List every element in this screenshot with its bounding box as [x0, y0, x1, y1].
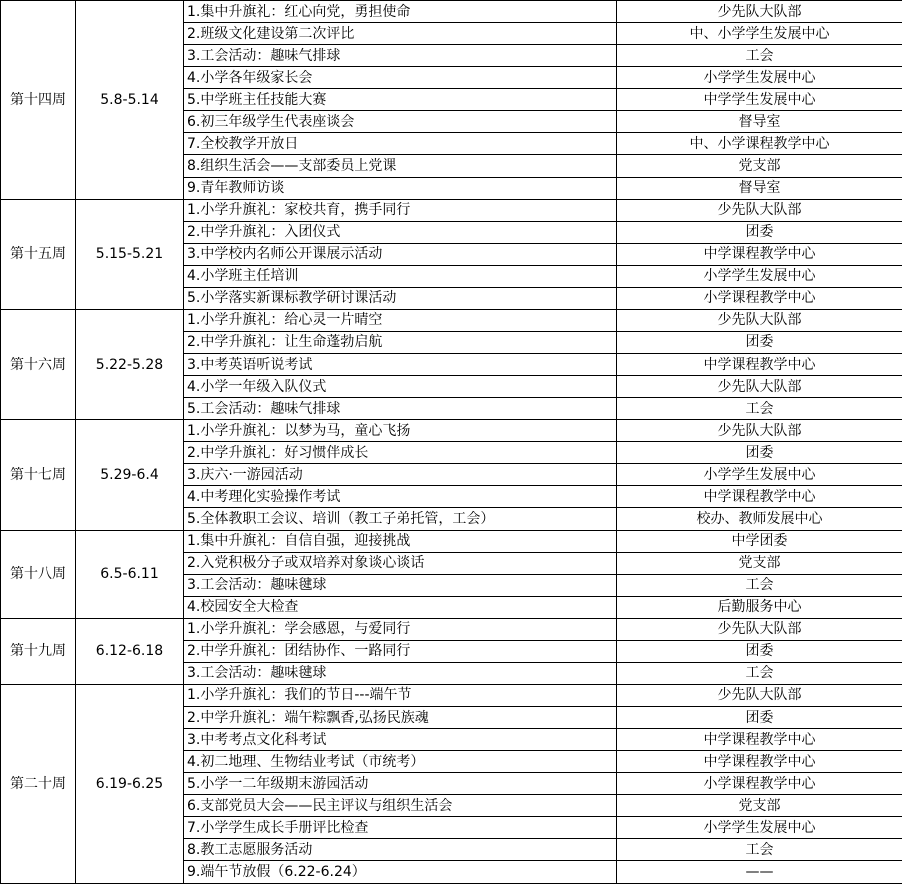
department-cell[interactable]: 团委 — [617, 442, 902, 464]
activity-cell[interactable]: 2.中学升旗礼：端午粽飘香,弘扬民族魂 — [184, 707, 617, 729]
date-range-cell[interactable]: 6.5-6.11 — [76, 530, 184, 618]
department-cell[interactable]: 小学学生发展中心 — [617, 464, 902, 486]
activity-cell[interactable]: 6.支部党员大会——民主评议与组织生活会 — [184, 795, 617, 817]
table-row — [1, 420, 902, 442]
activity-cell[interactable]: 1.小学升旗礼：以梦为马，童心飞扬 — [184, 420, 617, 442]
activity-cell[interactable]: 4.中考理化实验操作考试 — [184, 486, 617, 508]
activity-cell[interactable]: 2.入党积极分子或双培养对象谈心谈话 — [184, 552, 617, 574]
department-cell[interactable]: 中、小学学生发展中心 — [617, 23, 902, 45]
week-cell[interactable]: 第十七周 — [1, 420, 76, 530]
activity-cell[interactable]: 3.工会活动：趣味毽球 — [184, 662, 617, 684]
schedule-body — [1, 1, 902, 884]
department-cell[interactable]: 中学课程教学中心 — [617, 243, 902, 265]
week-cell[interactable]: 第十八周 — [1, 530, 76, 618]
department-cell[interactable]: 小学学生发展中心 — [617, 265, 902, 287]
week-cell[interactable]: 第十六周 — [1, 309, 76, 419]
department-cell[interactable]: 团委 — [617, 331, 902, 353]
table-row — [1, 199, 902, 221]
date-range-cell[interactable]: 6.12-6.18 — [76, 618, 184, 684]
activity-cell[interactable]: 7.小学学生成长手册评比检查 — [184, 817, 617, 839]
date-range-cell[interactable]: 5.15-5.21 — [76, 199, 184, 309]
department-cell[interactable]: 中学学生发展中心 — [617, 89, 902, 111]
activity-cell[interactable]: 1.集中升旗礼：自信自强，迎接挑战 — [184, 530, 617, 552]
department-cell[interactable]: 少先队大队部 — [617, 684, 902, 706]
activity-cell[interactable]: 4.初二地理、生物结业考试（市统考） — [184, 751, 617, 773]
department-cell[interactable]: 少先队大队部 — [617, 1, 902, 23]
department-cell[interactable]: 工会 — [617, 45, 902, 67]
activity-cell[interactable]: 3.工会活动：趣味气排球 — [184, 45, 617, 67]
department-cell[interactable]: 党支部 — [617, 155, 902, 177]
table-row — [1, 684, 902, 706]
department-cell[interactable]: 少先队大队部 — [617, 420, 902, 442]
activity-cell[interactable]: 2.中学升旗礼：团结协作、一路同行 — [184, 640, 617, 662]
department-cell[interactable]: 中学课程教学中心 — [617, 729, 902, 751]
activity-cell[interactable]: 3.中学校内名师公开课展示活动 — [184, 243, 617, 265]
week-cell[interactable]: 第十四周 — [1, 1, 76, 200]
department-cell[interactable]: 小学学生发展中心 — [617, 817, 902, 839]
activity-cell[interactable]: 4.校园安全大检查 — [184, 596, 617, 618]
week-cell[interactable]: 第二十周 — [1, 684, 76, 883]
table-row — [1, 530, 902, 552]
department-cell[interactable]: 小学课程教学中心 — [617, 773, 902, 795]
date-range-cell[interactable]: 6.19-6.25 — [76, 684, 184, 883]
date-range-cell[interactable]: 5.8-5.14 — [76, 1, 184, 200]
date-range-cell[interactable]: 5.22-5.28 — [76, 309, 184, 419]
department-cell[interactable]: 少先队大队部 — [617, 618, 902, 640]
department-cell[interactable]: 督导室 — [617, 177, 902, 199]
activity-cell[interactable]: 4.小学各年级家长会 — [184, 67, 617, 89]
department-cell[interactable]: 工会 — [617, 662, 902, 684]
activity-cell[interactable]: 3.中考英语听说考试 — [184, 354, 617, 376]
activity-cell[interactable]: 1.集中升旗礼：红心向党，勇担使命 — [184, 1, 617, 23]
department-cell[interactable]: 校办、教师发展中心 — [617, 508, 902, 530]
department-cell[interactable]: 团委 — [617, 221, 902, 243]
department-cell[interactable]: 团委 — [617, 640, 902, 662]
activity-cell[interactable]: 7.全校教学开放日 — [184, 133, 617, 155]
department-cell[interactable]: 督导室 — [617, 111, 902, 133]
department-cell[interactable]: 少先队大队部 — [617, 199, 902, 221]
activity-cell[interactable]: 5.小学落实新课标教学研讨课活动 — [184, 287, 617, 309]
department-cell[interactable]: 党支部 — [617, 795, 902, 817]
department-cell[interactable]: 中学课程教学中心 — [617, 354, 902, 376]
department-cell[interactable]: 工会 — [617, 398, 902, 420]
activity-cell[interactable]: 3.中考考点文化科考试 — [184, 729, 617, 751]
activity-cell[interactable]: 5.小学一二年级期末游园活动 — [184, 773, 617, 795]
department-cell[interactable]: 少先队大队部 — [617, 309, 902, 331]
department-cell[interactable]: 党支部 — [617, 552, 902, 574]
activity-cell[interactable]: 3.工会活动：趣味毽球 — [184, 574, 617, 596]
activity-cell[interactable]: 8.教工志愿服务活动 — [184, 839, 617, 861]
department-cell[interactable]: 小学学生发展中心 — [617, 67, 902, 89]
department-cell[interactable]: 工会 — [617, 839, 902, 861]
activity-cell[interactable]: 1.小学升旗礼：给心灵一片晴空 — [184, 309, 617, 331]
activity-cell[interactable]: 1.小学升旗礼：家校共育，携手同行 — [184, 199, 617, 221]
activity-cell[interactable]: 2.班级文化建设第二次评比 — [184, 23, 617, 45]
activity-cell[interactable]: 6.初三年级学生代表座谈会 — [184, 111, 617, 133]
table-row — [1, 309, 902, 331]
activity-cell[interactable]: 5.中学班主任技能大赛 — [184, 89, 617, 111]
date-range-cell[interactable]: 5.29-6.4 — [76, 420, 184, 530]
activity-cell[interactable]: 2.中学升旗礼：入团仪式 — [184, 221, 617, 243]
department-cell[interactable]: 团委 — [617, 707, 902, 729]
activity-cell[interactable]: 4.小学一年级入队仪式 — [184, 376, 617, 398]
activity-cell[interactable]: 8.组织生活会——支部委员上党课 — [184, 155, 617, 177]
department-cell[interactable]: 中学课程教学中心 — [617, 751, 902, 773]
activity-cell[interactable]: 2.中学升旗礼：好习惯伴成长 — [184, 442, 617, 464]
table-row — [1, 1, 902, 23]
department-cell[interactable]: 中、小学课程教学中心 — [617, 133, 902, 155]
activity-cell[interactable]: 1.小学升旗礼：学会感恩，与爱同行 — [184, 618, 617, 640]
department-cell[interactable]: 工会 — [617, 574, 902, 596]
department-cell[interactable]: 少先队大队部 — [617, 376, 902, 398]
activity-cell[interactable]: 1.小学升旗礼：我们的节日---端午节 — [184, 684, 617, 706]
week-cell[interactable]: 第十九周 — [1, 618, 76, 684]
activity-cell[interactable]: 3.庆六·一游园活动 — [184, 464, 617, 486]
department-cell[interactable]: 小学课程教学中心 — [617, 287, 902, 309]
week-cell[interactable]: 第十五周 — [1, 199, 76, 309]
activity-cell[interactable]: 9.端午节放假（6.22-6.24） — [184, 861, 617, 884]
department-cell[interactable]: 中学团委 — [617, 530, 902, 552]
department-cell[interactable]: 中学课程教学中心 — [617, 486, 902, 508]
activity-cell[interactable]: 4.小学班主任培训 — [184, 265, 617, 287]
activity-cell[interactable]: 5.全体教职工会议、培训（教工子弟托管，工会） — [184, 508, 617, 530]
department-cell[interactable]: 后勤服务中心 — [617, 596, 902, 618]
department-cell[interactable]: —— — [617, 861, 902, 884]
activity-cell[interactable]: 2.中学升旗礼：让生命蓬勃启航 — [184, 331, 617, 353]
activity-cell[interactable]: 9.青年教师访谈 — [184, 177, 617, 199]
activity-cell[interactable]: 5.工会活动：趣味气排球 — [184, 398, 617, 420]
table-row — [1, 618, 902, 640]
